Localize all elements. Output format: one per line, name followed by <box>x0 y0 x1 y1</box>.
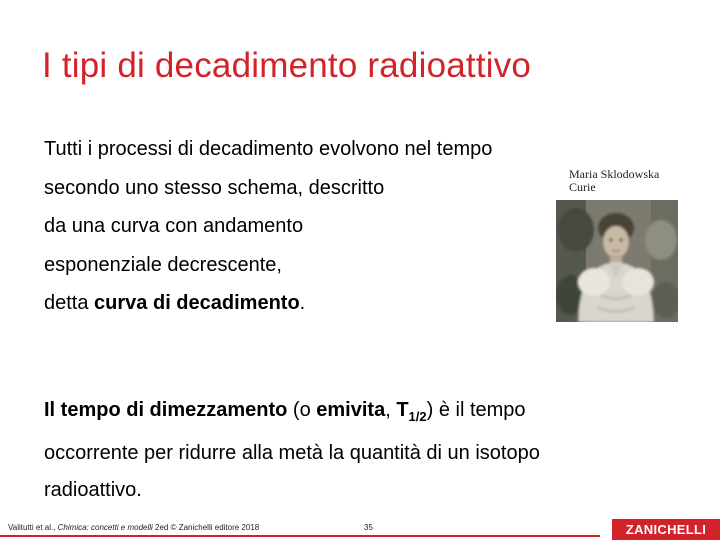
key-term: curva di decadimento <box>94 292 300 314</box>
credit-text: Valitutti et al., <box>8 523 58 532</box>
footer-credit <box>8 523 259 532</box>
text-fragment: . <box>299 292 306 314</box>
page-number: 35 <box>364 523 373 532</box>
text-fragment: , <box>385 399 397 421</box>
portrait-photo <box>556 200 678 322</box>
footer-divider <box>0 535 600 537</box>
key-term: Il tempo di dimezzamento <box>44 399 288 421</box>
publisher-logo: ZANICHELLI <box>612 519 720 540</box>
half-life-paragraph <box>44 392 684 509</box>
text-fragment: ) è il tempo <box>426 399 526 421</box>
text-line: occorrente per ridurre alla metà la quantità di un isotopo <box>44 442 540 464</box>
intro-paragraph <box>44 130 604 323</box>
text-line: Tutti i processi di decadimento evolvono nel tempo <box>44 138 493 160</box>
page-title: I tipi di decadimento radioattivo <box>42 46 532 85</box>
text-line <box>44 284 604 323</box>
text-line <box>44 392 684 435</box>
photo-caption <box>569 168 659 194</box>
key-term: emivita <box>316 399 386 421</box>
caption-line: Curie <box>569 180 596 194</box>
portrait-image <box>556 200 678 322</box>
credit-text: 2ed © Zanichelli editore 2018 <box>152 523 260 532</box>
book-title: Chimica: concetti e modelli <box>57 523 153 532</box>
text-line: esponenziale decrescente, <box>44 253 282 276</box>
text-fragment: (o <box>287 399 317 421</box>
text-fragment: detta <box>44 292 95 314</box>
text-line: secondo uno stesso schema, descritto <box>44 176 385 199</box>
half-life-subscript: 1/2 <box>408 409 427 424</box>
caption-line: Maria Sklodowska <box>569 167 660 181</box>
half-life-symbol: T <box>396 399 409 421</box>
text-line: da una curva con andamento <box>44 215 304 237</box>
text-line: radioattivo. <box>44 479 142 501</box>
